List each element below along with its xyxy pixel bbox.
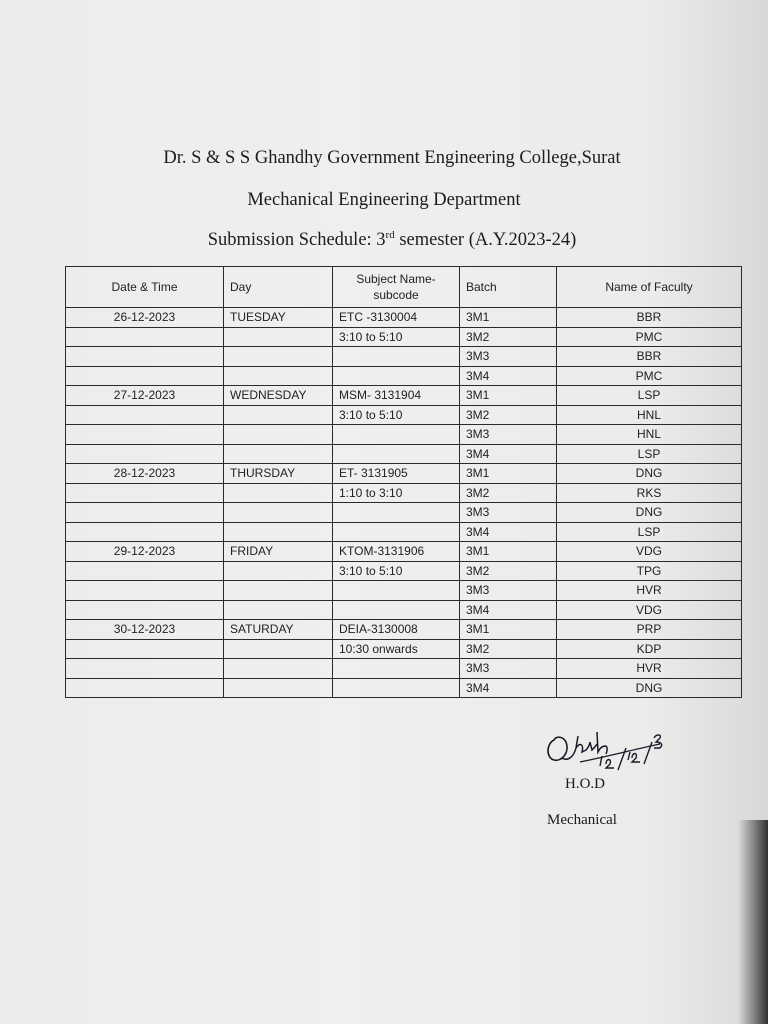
table-row — [66, 678, 742, 698]
cell-day: TUESDAY — [224, 308, 333, 328]
cell-faculty: VDG — [557, 600, 742, 620]
cell-batch: 3M2 — [460, 483, 557, 503]
cell-faculty: KDP — [557, 639, 742, 659]
cell-batch: 3M4 — [460, 600, 557, 620]
cell-date — [66, 347, 224, 367]
cell-date — [66, 678, 224, 698]
cell-date — [66, 444, 224, 464]
cell-subject — [333, 600, 460, 620]
table-row — [66, 425, 742, 445]
cell-date — [66, 366, 224, 386]
cell-subject — [333, 581, 460, 601]
cell-subject: 3:10 to 5:10 — [333, 327, 460, 347]
table-body — [66, 308, 742, 698]
cell-day — [224, 483, 333, 503]
cell-faculty: LSP — [557, 522, 742, 542]
cell-faculty: PRP — [557, 620, 742, 640]
column-header-day: Day — [224, 267, 333, 308]
cell-batch: 3M1 — [460, 386, 557, 406]
schedule-superscript: rd — [385, 229, 395, 241]
table-row — [66, 483, 742, 503]
cell-day — [224, 347, 333, 367]
table-row — [66, 620, 742, 640]
table-row — [66, 522, 742, 542]
cell-subject — [333, 678, 460, 698]
table-row — [66, 386, 742, 406]
hod-label: H.O.D — [565, 776, 605, 792]
cell-faculty: LSP — [557, 444, 742, 464]
cell-date — [66, 522, 224, 542]
cell-batch: 3M3 — [460, 425, 557, 445]
cell-date — [66, 327, 224, 347]
table-row — [66, 327, 742, 347]
schedule-title — [8, 229, 768, 251]
cell-faculty: HNL — [557, 405, 742, 425]
cell-faculty: PMC — [557, 366, 742, 386]
cell-subject: 10:30 onwards — [333, 639, 460, 659]
cell-date — [66, 503, 224, 523]
schedule-prefix: Submission Schedule: 3 — [207, 230, 386, 250]
cell-batch: 3M4 — [460, 678, 557, 698]
cell-faculty: BBR — [557, 308, 742, 328]
table-row — [66, 659, 742, 679]
cell-date — [66, 405, 224, 425]
cell-subject: ETC -3130004 — [333, 308, 460, 328]
table-row — [66, 542, 742, 562]
cell-day — [224, 639, 333, 659]
cell-subject — [333, 425, 460, 445]
cell-day — [224, 600, 333, 620]
department-title: Mechanical Engineering Department — [247, 190, 521, 210]
cell-batch: 3M2 — [460, 405, 557, 425]
page-shadow — [738, 820, 768, 1024]
cell-day — [224, 581, 333, 601]
cell-batch: 3M2 — [460, 639, 557, 659]
cell-date: 30-12-2023 — [66, 620, 224, 640]
cell-faculty: RKS — [557, 483, 742, 503]
cell-day: WEDNESDAY — [224, 386, 333, 406]
handwritten-signature — [540, 718, 690, 778]
column-header-faculty: Name of Faculty — [557, 267, 742, 308]
cell-subject — [333, 659, 460, 679]
cell-subject: DEIA-3130008 — [333, 620, 460, 640]
cell-day — [224, 522, 333, 542]
submission-schedule-table — [65, 266, 742, 698]
department-label: Mechanical — [547, 812, 617, 828]
cell-subject — [333, 522, 460, 542]
cell-faculty: DNG — [557, 503, 742, 523]
cell-subject: KTOM-3131906 — [333, 542, 460, 562]
cell-batch: 3M4 — [460, 366, 557, 386]
cell-faculty: HNL — [557, 425, 742, 445]
cell-faculty: PMC — [557, 327, 742, 347]
cell-day — [224, 405, 333, 425]
cell-batch: 3M1 — [460, 308, 557, 328]
table-row — [66, 444, 742, 464]
cell-date — [66, 425, 224, 445]
table-row — [66, 561, 742, 581]
cell-date — [66, 581, 224, 601]
cell-batch: 3M3 — [460, 581, 557, 601]
cell-batch: 3M1 — [460, 464, 557, 484]
cell-day — [224, 425, 333, 445]
table-row — [66, 308, 742, 328]
table-row — [66, 347, 742, 367]
cell-day — [224, 327, 333, 347]
cell-batch: 3M3 — [460, 659, 557, 679]
cell-batch: 3M3 — [460, 347, 557, 367]
cell-faculty: HVR — [557, 659, 742, 679]
cell-date — [66, 659, 224, 679]
cell-date: 27-12-2023 — [66, 386, 224, 406]
cell-date — [66, 561, 224, 581]
table-row — [66, 581, 742, 601]
cell-batch: 3M4 — [460, 444, 557, 464]
cell-date: 29-12-2023 — [66, 542, 224, 562]
column-header-subject: Subject Name-subcode — [333, 267, 460, 308]
cell-subject — [333, 347, 460, 367]
table-row — [66, 600, 742, 620]
cell-date — [66, 483, 224, 503]
cell-faculty: BBR — [557, 347, 742, 367]
cell-day — [224, 503, 333, 523]
cell-day — [224, 444, 333, 464]
cell-subject: ET- 3131905 — [333, 464, 460, 484]
cell-batch: 3M3 — [460, 503, 557, 523]
cell-date — [66, 600, 224, 620]
column-header-batch: Batch — [460, 267, 557, 308]
cell-day — [224, 366, 333, 386]
cell-day — [224, 561, 333, 581]
cell-day: THURSDAY — [224, 464, 333, 484]
cell-subject — [333, 444, 460, 464]
cell-faculty: TPG — [557, 561, 742, 581]
cell-subject: 3:10 to 5:10 — [333, 405, 460, 425]
cell-subject: MSM- 3131904 — [333, 386, 460, 406]
cell-day — [224, 659, 333, 679]
schedule-suffix: semester (A.Y.2023-24) — [394, 230, 577, 250]
cell-batch: 3M1 — [460, 542, 557, 562]
cell-batch: 3M4 — [460, 522, 557, 542]
cell-subject: 3:10 to 5:10 — [333, 561, 460, 581]
cell-subject — [333, 366, 460, 386]
cell-subject — [333, 503, 460, 523]
table-row — [66, 464, 742, 484]
cell-faculty: HVR — [557, 581, 742, 601]
table-row — [66, 503, 742, 523]
column-header-date: Date & Time — [66, 267, 224, 308]
table-row — [66, 405, 742, 425]
cell-subject: 1:10 to 3:10 — [333, 483, 460, 503]
cell-faculty: DNG — [557, 678, 742, 698]
college-title: Dr. S & S S Ghandhy Government Engineering College,Surat — [163, 148, 621, 168]
table-row — [66, 639, 742, 659]
cell-day: FRIDAY — [224, 542, 333, 562]
cell-day — [224, 678, 333, 698]
cell-date — [66, 639, 224, 659]
cell-date: 26-12-2023 — [66, 308, 224, 328]
cell-batch: 3M2 — [460, 327, 557, 347]
cell-batch: 3M2 — [460, 561, 557, 581]
cell-faculty: DNG — [557, 464, 742, 484]
cell-date: 28-12-2023 — [66, 464, 224, 484]
cell-faculty: VDG — [557, 542, 742, 562]
cell-batch: 3M1 — [460, 620, 557, 640]
cell-faculty: LSP — [557, 386, 742, 406]
table-row — [66, 366, 742, 386]
cell-day: SATURDAY — [224, 620, 333, 640]
table-header-row — [66, 267, 742, 308]
